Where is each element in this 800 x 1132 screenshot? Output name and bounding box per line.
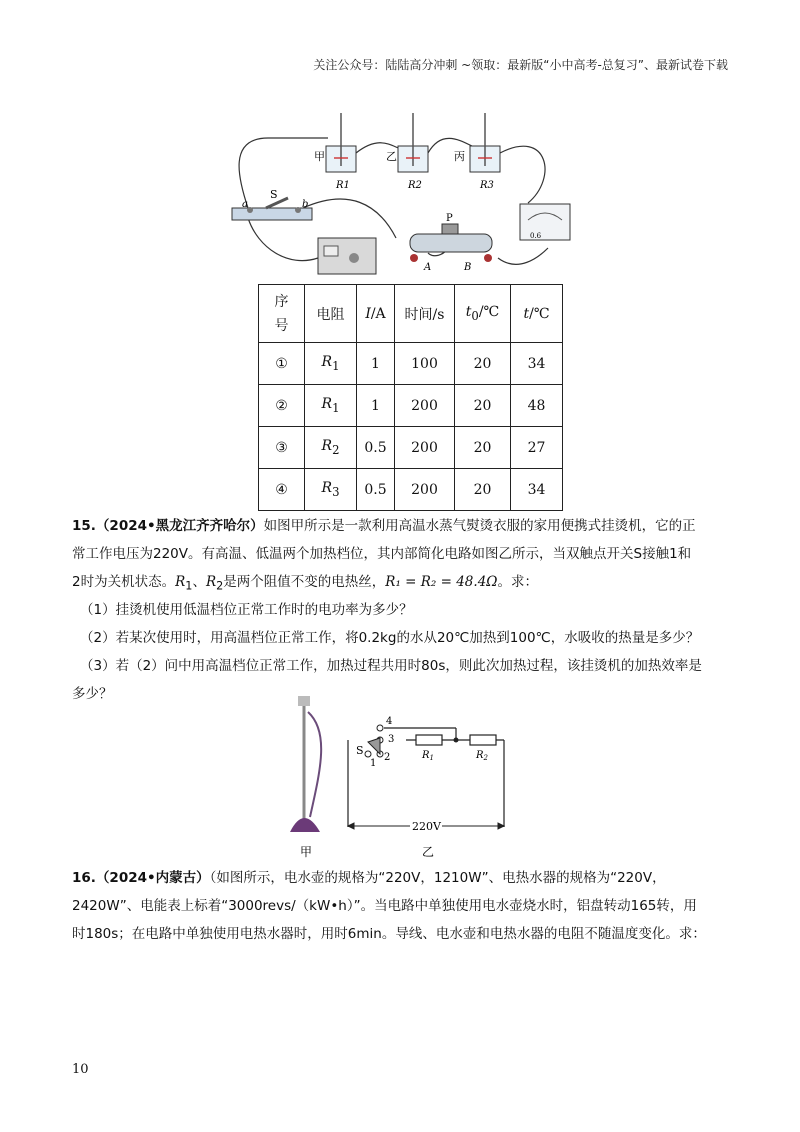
resistor-label-r2: R2: [408, 180, 422, 191]
table-row: ② $R_1$ 1 200 20 48: [259, 385, 563, 427]
terminal-b-label: b: [302, 199, 309, 210]
label-yi: 乙: [422, 845, 435, 859]
table-row: ④ $R_3$ 0.5 200 20 34: [259, 469, 563, 511]
header-t: t/℃: [511, 285, 563, 343]
beaker-jia: [326, 113, 356, 172]
figure-15-steamer-circuit: [280, 692, 520, 860]
header-t0: $t_0/℃$: [455, 285, 511, 343]
question-16: [72, 864, 732, 948]
wire-bing-meter: [500, 146, 545, 203]
rheostat-label-b: B: [464, 262, 472, 273]
beaker-label-bing: 丙: [454, 150, 465, 163]
experiment-apparatus-figure: [228, 108, 580, 283]
rheostat-label-a: A: [424, 262, 432, 273]
beaker-yi: [398, 113, 428, 172]
ammeter-reading: 0.6: [530, 232, 542, 240]
label-r1: $R_1$: [422, 750, 434, 762]
page-header: 关注公众号：陆陆高分冲刺 ~领取：最新版“小中高考-总复习”、最新试卷下载: [313, 58, 728, 72]
power-supply: [318, 238, 376, 274]
beaker-label-jia: 甲: [314, 150, 325, 163]
q15-line1: 15.（2024•黑龙江齐齐哈尔）如图甲所示是一款利用高温水蒸气熨烫衣服的家用便携式挂烫机，它的正: [72, 518, 696, 534]
q16-line2: 2420W”、电能表上标着“3000revs/（kW•h）”。当电路中单独使用电水壶烧水时，铝盘转动165转，用: [72, 898, 697, 914]
terminal-a-label: a: [242, 199, 248, 210]
question-15: [72, 512, 732, 601]
q16-line1: 16.（2024•内蒙古）（如图所示，电水壶的规格为“220V，1210W”、电热水器的规格为“220V，: [72, 870, 666, 886]
label-jia: 甲: [300, 845, 313, 859]
wire-switch-bottom: [248, 218, 318, 261]
table-header-row: [259, 285, 563, 343]
q15-line3: 2时为关机状态。$R_1$、$R_2$是两个阻值不变的电热丝，R₁ = R₂ = 48.4Ω。求：: [72, 574, 538, 593]
switch-label-s: S: [270, 188, 278, 201]
beaker-label-yi: 乙: [386, 150, 397, 163]
garment-steamer-image: [290, 696, 321, 832]
header-index: 序 号: [259, 285, 305, 343]
contact-3: 3: [388, 734, 395, 745]
junction-dot: [454, 738, 459, 743]
header-current: I/A: [357, 285, 395, 343]
contact-1: 1: [370, 758, 377, 769]
q15-sub1: （1）挂烫机使用低温档位正常工作时的电功率为多少？: [80, 602, 413, 618]
label-r2: $R_2$: [476, 750, 488, 762]
header-time: 时间/s: [395, 285, 455, 343]
page-number: 10: [72, 1062, 89, 1077]
ammeter: [520, 204, 570, 240]
q15-sub3-cont: 多少？: [72, 686, 113, 702]
wire-left-top: [239, 138, 328, 208]
header-resistor: 电阻: [305, 285, 357, 343]
contact-4: 4: [386, 716, 393, 727]
resistor-label-r1: R1: [336, 180, 350, 191]
contact-2: 2: [384, 752, 391, 763]
beaker-bing: [470, 113, 500, 172]
rheostat-label-p: P: [446, 213, 453, 224]
q16-line3: 时180s；在电路中单独使用电热水器时，用时6min。导线、电水壶和电热水器的电阻不随温度变化。求：: [72, 926, 706, 942]
resistor-label-r3: R3: [480, 180, 494, 191]
wire-switch-power: [303, 199, 396, 238]
table-row: ① $R_1$ 1 100 20 34: [259, 343, 563, 385]
q15-sub2: （2）若某次使用时，用高温档位正常工作，将0.2kg的水从20℃加热到100℃，水吸收的热量是多少？: [80, 630, 700, 646]
q15-line2: 常工作电压为220V。有高温、低温两个加热档位，其内部简化电路如图乙所示，当双触点开关S接触1和: [72, 546, 692, 562]
rheostat: [410, 224, 492, 262]
voltage-label: 220V: [412, 820, 441, 833]
experiment-data-table: [258, 284, 563, 511]
q15-sub3: （3）若（2）问中用高温档位正常工作，加热过程共用时80s，则此次加热过程，该挂烫机的加热效率是: [80, 658, 702, 674]
table-row: ③ $R_2$ 0.5 200 20 27: [259, 427, 563, 469]
switch-label: S: [356, 744, 364, 757]
wire-rheostat-meter: [498, 248, 548, 264]
